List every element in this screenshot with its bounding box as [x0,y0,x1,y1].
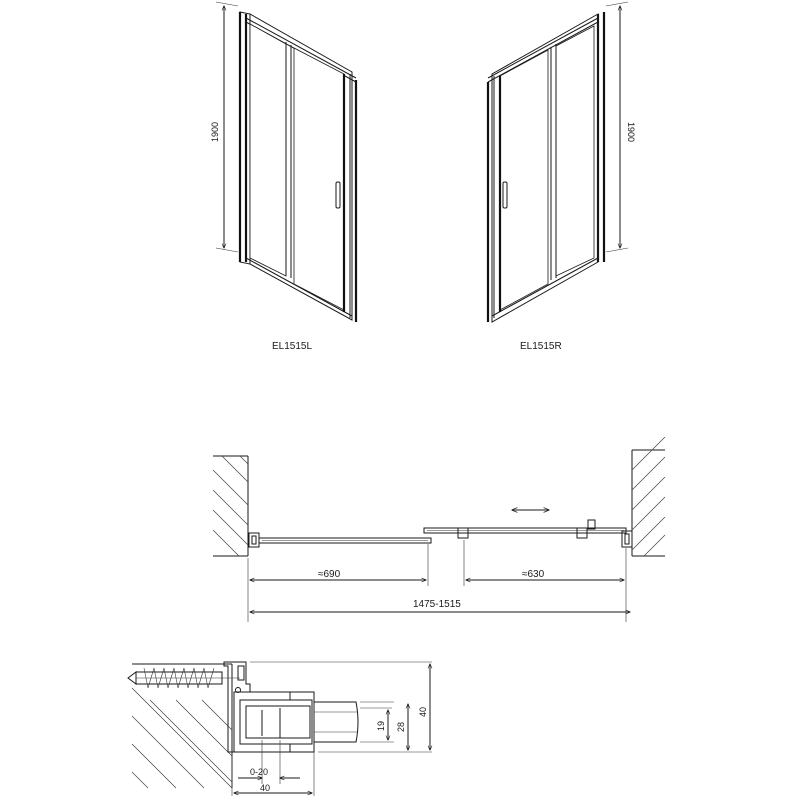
wall-anchor [128,668,240,688]
plan-view [213,437,665,622]
model-label-left: EL1515L [272,341,313,352]
dimension-40-vertical: 40 [418,706,428,718]
door-view-left [210,2,356,322]
insertion-profile [234,692,314,752]
profile-detail [128,662,432,796]
left-height-dimension: 1900 [210,121,220,143]
right-height-dimension: 1900 [626,121,636,143]
detail-wall-hatch [132,688,232,788]
dimension-40-horizontal: 40 [260,783,271,793]
dimension-left-opening: ≈690 [318,569,341,580]
model-label-right: EL1515R [520,341,562,352]
right-wall-hatch [632,437,665,556]
dimension-total-width: 1475-1515 [413,599,461,610]
door-view-right [488,2,636,322]
dimension-right-panel: ≈630 [522,569,545,580]
dimension-19: 19 [376,720,386,732]
dimension-adjust-range: 0-20 [250,767,269,777]
dimension-28: 28 [396,721,406,733]
left-wall-hatch [213,456,248,556]
